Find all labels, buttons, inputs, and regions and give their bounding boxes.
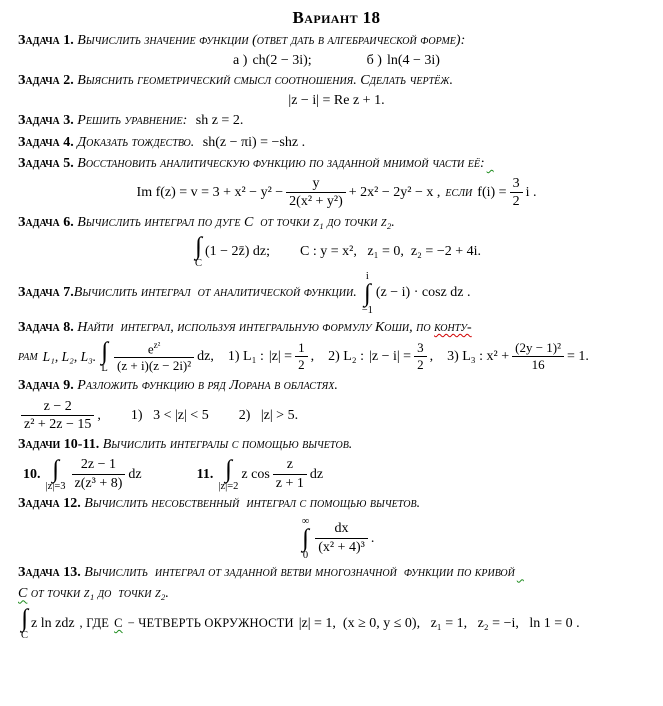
task-9-desc: Разложить функцию в ряд Лорана в областях.: [73, 378, 338, 394]
fraction-numerator: (2y − 1)²: [515, 340, 562, 356]
integral-sign: [45, 455, 66, 492]
task-2: [18, 72, 655, 90]
task-10-11-label: Задачи 10-11.: [18, 437, 100, 453]
integral-glyph: ∫: [101, 338, 109, 366]
task-7-desc: Вычислить интеграл от аналитической функции.: [73, 285, 357, 301]
task-4-equation: sh(z − πi) = −shz .: [202, 134, 306, 150]
task-13-curve-letter-2: С: [114, 616, 123, 631]
fraction-denominator: (z + i)(z − 2i)²: [114, 357, 194, 374]
task-13-desc-line2: [18, 585, 655, 603]
fraction: [414, 341, 427, 373]
integral-sign: [218, 455, 239, 492]
task-12-desc: Вычислить несобственный интеграл с помощью вычетов.: [80, 496, 421, 512]
task-5-expr-left: Im f(z) = v = 3 + x² − y² −: [136, 185, 284, 201]
task-12: [18, 495, 655, 513]
fraction-denominator: 2: [510, 192, 523, 211]
task-8-item-1: 1) L₁ :: [227, 349, 264, 365]
task-6: [18, 214, 655, 232]
task-8-dz: dz,: [197, 349, 214, 365]
task-12-formula: [18, 516, 655, 561]
integral-sign: [362, 271, 373, 316]
task-10-11-desc: Вычислить интегралы с помощью вычетов.: [99, 437, 353, 453]
spellcheck-mark: [487, 156, 494, 171]
task-6-formula: [18, 232, 655, 269]
fraction: [510, 176, 523, 211]
fraction-numerator: 3: [512, 175, 520, 191]
integral-upper-limit: ∞: [301, 516, 310, 528]
item-11-number: 11.: [196, 466, 214, 482]
fraction: [72, 457, 126, 492]
task-3: [18, 112, 655, 130]
fraction-numerator: 2z − 1: [80, 457, 117, 473]
fraction-denominator: z² + 2z − 15: [21, 415, 94, 434]
integral-lower-limit: −1: [361, 304, 373, 316]
task-9: [18, 377, 655, 395]
task-13-where-word: , ГДЕ: [79, 616, 110, 631]
task-8-item-2: 2) L₂ :: [328, 349, 365, 365]
task-4-label: Задача 4.: [18, 134, 74, 150]
task-13-label: Задача 13.: [18, 565, 81, 581]
task-5-expr-end: i .: [525, 185, 537, 201]
integral-lower-limit: L: [101, 363, 108, 375]
task-13-curve-letter: С: [18, 586, 28, 602]
integral-glyph: ∫: [302, 525, 309, 553]
integral-glyph: ∫: [363, 279, 371, 307]
exp-base: e: [147, 341, 154, 357]
fraction: [315, 521, 368, 556]
task-6-integrand: (1 − 2z̄) dz;: [204, 243, 271, 259]
fraction-denominator: 2(x² + y²): [286, 192, 346, 211]
integral-lower-limit: |z|=2: [218, 480, 239, 492]
task-2-formula: [18, 93, 655, 109]
task-5-formula: [18, 176, 655, 211]
task-13-curve-text: − ЧЕТВЕРТЬ ОКРУЖНОСТИ: [127, 616, 294, 631]
fraction-denominator: (x² + 4)³: [315, 538, 368, 557]
task-5-label: Задача 5.: [18, 155, 74, 171]
task-6-label: Задача 6.: [18, 214, 74, 230]
task-6-curve: C : y = x², z₁ = 0, z₂ = −2 + 4i.: [300, 243, 482, 259]
task-7: [18, 271, 655, 316]
task-1-items: [18, 53, 655, 69]
item-10-number: 10.: [23, 466, 41, 482]
task-5-condition: f(i) =: [477, 185, 507, 201]
period: .: [370, 530, 375, 546]
task-8-desc-misspelled: конту-: [434, 319, 472, 335]
fraction-numerator: [114, 340, 194, 357]
task-6-desc: Вычислить интеграл по дуге С от точки z₁ до точки z₂.: [73, 214, 395, 230]
task-5-desc: Восстановить аналитическую функцию по заданной мнимой части её:: [73, 155, 485, 171]
fraction-denominator: 2: [295, 356, 308, 373]
task-8-contour-list: L₁, L₂, L₃.: [42, 349, 97, 365]
integral-glyph: ∫: [52, 455, 59, 483]
task-8-desc: Найти интеграл, используя интегральную формулу Коши, по: [73, 319, 435, 335]
task-13-conditions: |z| = 1, (x ≥ 0, y ≤ 0), z₁ = 1, z₂ = −i, ln 1 = 0 .: [298, 615, 580, 631]
task-8: [18, 319, 655, 337]
task-3-equation: sh z = 2.: [195, 113, 244, 129]
fraction-numerator: z: [286, 457, 293, 473]
task-7-label: Задача 7.: [18, 285, 74, 301]
fraction-numerator: y: [312, 175, 320, 191]
integral-lower-limit: C: [194, 257, 202, 269]
fraction: [286, 176, 346, 211]
exp-superscript: z²: [153, 339, 161, 350]
task-13: [18, 564, 655, 582]
fraction-numerator: dx: [334, 521, 349, 537]
integral-lower-limit: 0: [302, 550, 309, 562]
task-13-integrand: z ln zdz: [31, 615, 75, 631]
fraction-denominator: z + 1: [273, 474, 307, 493]
task-8-desc-wrap: рам: [18, 349, 38, 365]
task-1: [18, 32, 655, 50]
task-13-formula: [18, 604, 655, 641]
task-5-expr-mid: + 2x² − 2y² − x ,: [348, 185, 441, 201]
integral-lower-limit: |z|=3: [45, 480, 66, 492]
task-8-formula: [18, 340, 655, 375]
integral-lower-limit: C: [21, 629, 29, 641]
fraction: [295, 341, 308, 373]
task-1-desc: Вычислить значение функции (ответ дать в алгебраической форме):: [73, 33, 466, 48]
page-title: Вариант 18: [292, 8, 381, 27]
task-5-if-word: если: [445, 185, 473, 201]
integral-glyph: ∫: [21, 604, 28, 632]
fraction: [114, 340, 194, 375]
task-1-label: Задача 1.: [18, 33, 74, 48]
task-10-11: [18, 436, 655, 454]
integral-glyph: ∫: [224, 455, 232, 483]
task-13-desc-line2-rest: от точки z₁ до точки z₂.: [27, 586, 169, 602]
task-8-item-2-abs: |z − i| =: [369, 349, 412, 365]
integral-sign: [21, 604, 29, 641]
fraction-numerator: 1: [298, 340, 305, 356]
task-1-item-b-label: б ): [366, 53, 382, 69]
integral-sign: [101, 340, 108, 374]
task-8-item-3: 3) L₃ : x² +: [447, 349, 510, 365]
task-9-label: Задача 9.: [18, 378, 74, 394]
fraction-denominator: z(z³ + 8): [72, 474, 126, 493]
task-1-item-b-expr: ln(4 − 3i): [386, 53, 440, 69]
fraction-numerator: 3: [417, 340, 424, 356]
task-9-region-2: 2) |z| > 5.: [238, 407, 299, 423]
task-2-label: Задача 2.: [18, 73, 74, 89]
item-10-dz: dz: [128, 466, 142, 482]
task-8-item-1-abs: |z| =: [268, 349, 293, 365]
integral-upper-limit: i: [365, 270, 369, 282]
integral-glyph: ∫: [195, 232, 202, 260]
task-8-label: Задача 8.: [18, 319, 74, 335]
task-8-item-3-end: = 1.: [567, 349, 589, 365]
item-11-dz: dz: [309, 466, 324, 482]
integral-sign: [302, 516, 310, 561]
task-9-region-1: 1) 3 < |z| < 5: [130, 407, 209, 423]
fraction: [273, 457, 307, 492]
task-13-desc-line1: Вычислить интеграл от заданной ветви многозначной функции по кривой: [80, 565, 515, 581]
task-2-desc: Выяснить геометрический смысл соотношения. Сделать чертёж.: [73, 73, 453, 89]
fraction: [21, 399, 94, 434]
fraction-denominator: 16: [512, 356, 564, 373]
fraction: [512, 341, 564, 373]
task-2-equation: |z − i| = Re z + 1.: [288, 93, 385, 109]
task-3-desc: Решить уравнение:: [73, 113, 188, 129]
fraction-denominator: 2: [414, 356, 427, 373]
task-5: [18, 155, 655, 173]
fraction-numerator: z − 2: [43, 398, 72, 414]
task-4-desc: Доказать тождество.: [73, 134, 195, 150]
comma: ,: [429, 349, 434, 365]
task-1-item-a-label: а ): [233, 53, 248, 69]
comma: ,: [310, 349, 315, 365]
task-1-item-a-expr: ch(2 − 3i);: [252, 53, 312, 69]
task-3-label: Задача 3.: [18, 113, 74, 129]
task-10-11-formulas: [18, 457, 655, 492]
spellcheck-mark: [517, 565, 524, 580]
task-12-label: Задача 12.: [18, 496, 81, 512]
task-7-integrand: (z − i) · cosz dz .: [375, 285, 471, 301]
task-4: [18, 134, 655, 152]
integral-sign: [194, 232, 202, 269]
item-11-prefix: z cos: [241, 466, 270, 482]
comma: ,: [97, 407, 101, 423]
task-9-formula: [18, 399, 655, 434]
